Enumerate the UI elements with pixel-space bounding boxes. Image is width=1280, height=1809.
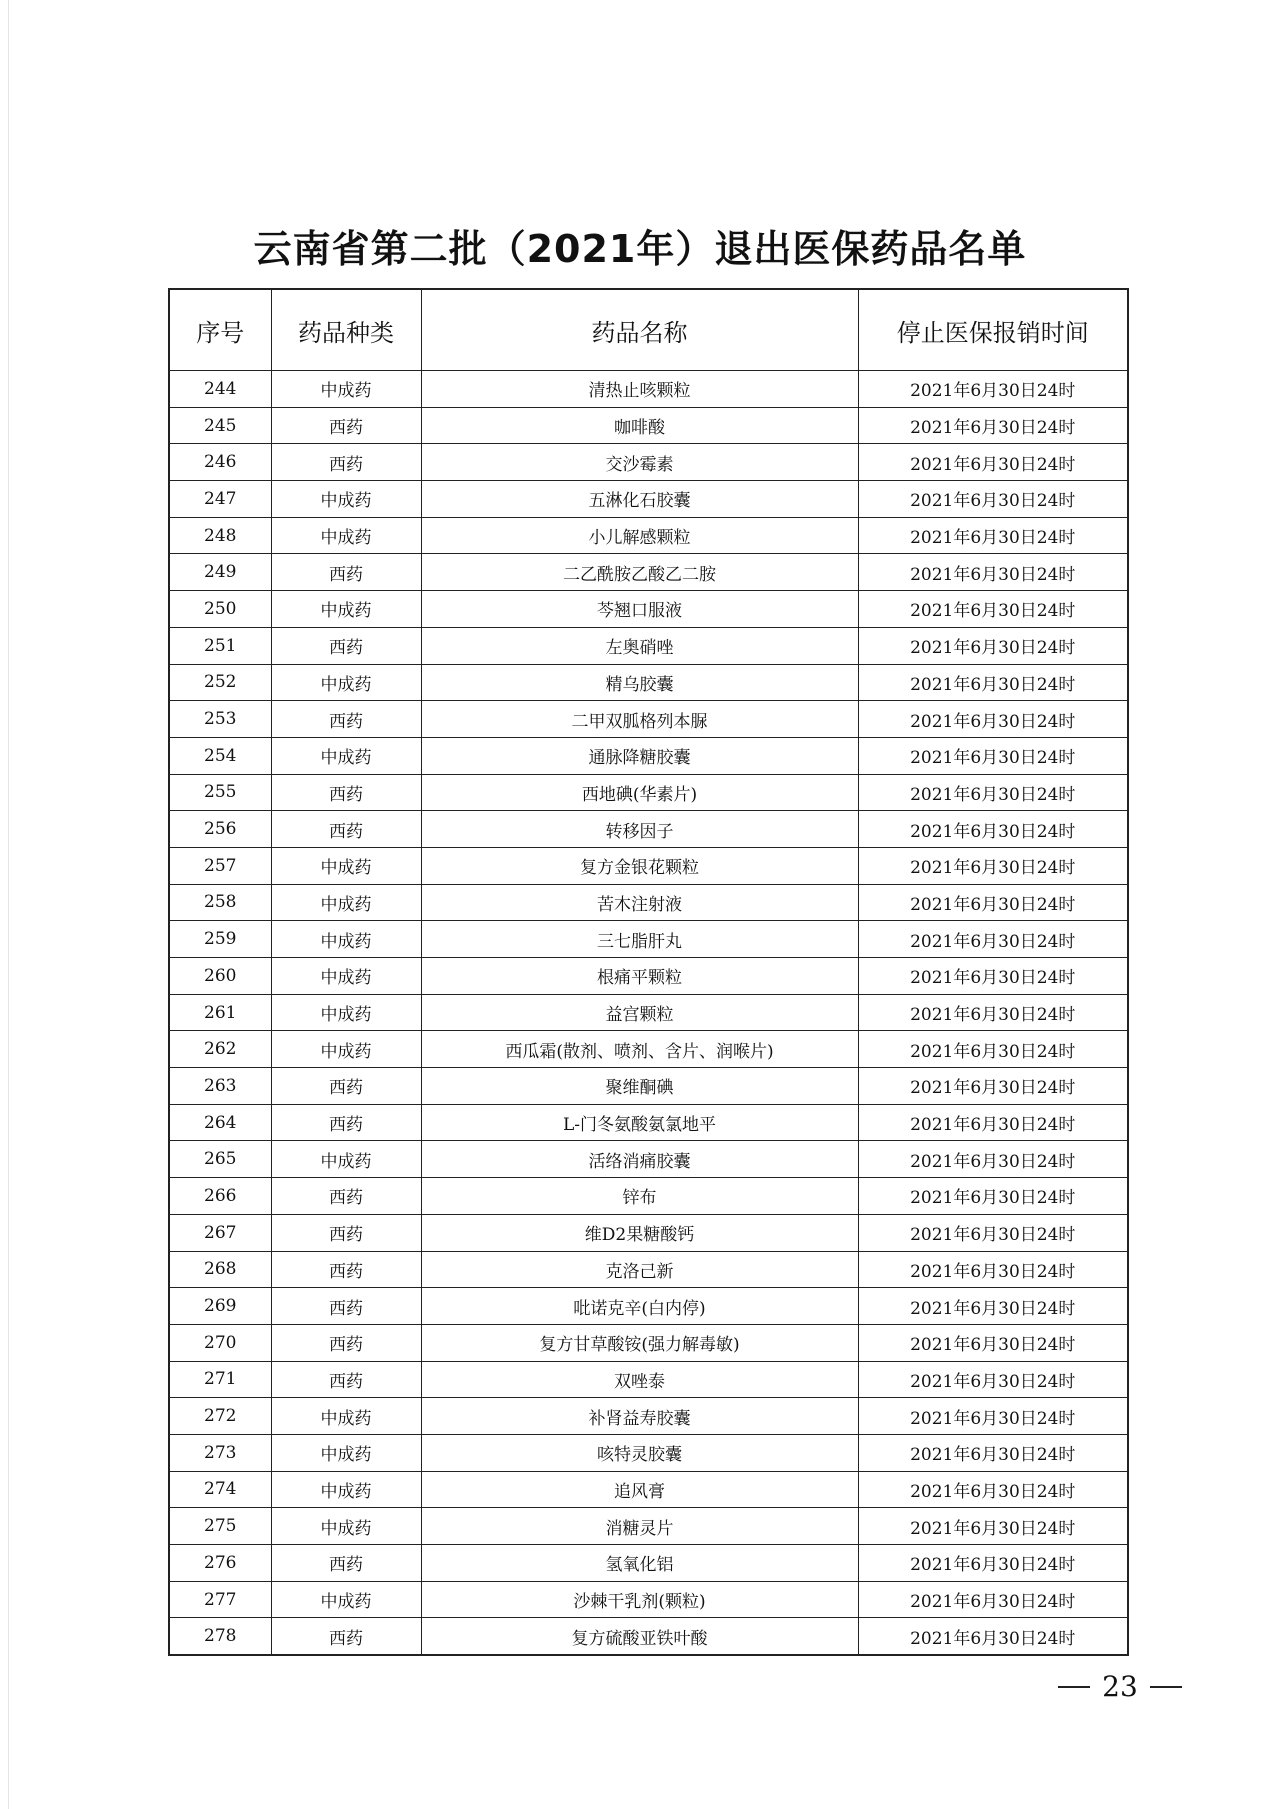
table-row	[169, 1471, 1128, 1508]
page-title: 云南省第二批（2021年）退出医保药品名单	[253, 227, 1027, 271]
table-row	[169, 701, 1128, 738]
cell-stop-time: 2021年6月30日24时	[858, 1104, 1128, 1141]
cell-drug-category: 中成药	[271, 1141, 421, 1178]
cell-drug-name: 清热止咳颗粒	[421, 371, 858, 408]
table-row	[169, 994, 1128, 1031]
cell-stop-time: 2021年6月30日24时	[858, 591, 1128, 628]
cell-stop-time: 2021年6月30日24时	[858, 1508, 1128, 1545]
cell-stop-time: 2021年6月30日24时	[858, 1471, 1128, 1508]
cell-drug-category: 西药	[271, 1545, 421, 1582]
table-row	[169, 371, 1128, 408]
cell-stop-time: 2021年6月30日24时	[858, 1288, 1128, 1325]
cell-stop-time: 2021年6月30日24时	[858, 1361, 1128, 1398]
cell-serial: 265	[169, 1141, 271, 1178]
cell-drug-category: 西药	[271, 554, 421, 591]
cell-drug-name: 追风膏	[421, 1471, 858, 1508]
cell-drug-category: 西药	[271, 444, 421, 481]
drug-table	[168, 288, 1129, 1656]
cell-drug-name: 通脉降糖胶囊	[421, 737, 858, 774]
cell-serial: 254	[169, 737, 271, 774]
cell-drug-category: 中成药	[271, 1471, 421, 1508]
header-drug-category: 药品种类	[271, 289, 421, 371]
cell-drug-name: 益宫颗粒	[421, 994, 858, 1031]
cell-serial: 248	[169, 517, 271, 554]
cell-drug-name: 锌布	[421, 1178, 858, 1215]
cell-drug-name: 咖啡酸	[421, 407, 858, 444]
cell-stop-time: 2021年6月30日24时	[858, 554, 1128, 591]
cell-stop-time: 2021年6月30日24时	[858, 994, 1128, 1031]
table-row	[169, 1324, 1128, 1361]
cell-drug-category: 中成药	[271, 994, 421, 1031]
cell-serial: 276	[169, 1545, 271, 1582]
cell-drug-name: 转移因子	[421, 811, 858, 848]
cell-stop-time: 2021年6月30日24时	[858, 1068, 1128, 1105]
cell-serial: 270	[169, 1324, 271, 1361]
cell-stop-time: 2021年6月30日24时	[858, 1324, 1128, 1361]
cell-stop-time: 2021年6月30日24时	[858, 1618, 1128, 1655]
cell-drug-category: 西药	[271, 811, 421, 848]
cell-drug-name: 小儿解感颗粒	[421, 517, 858, 554]
table-row	[169, 407, 1128, 444]
cell-drug-category: 西药	[271, 1324, 421, 1361]
cell-drug-name: 补肾益寿胶囊	[421, 1398, 858, 1435]
cell-drug-name: 三七脂肝丸	[421, 921, 858, 958]
page-number	[1040, 1670, 1200, 1703]
cell-drug-category: 中成药	[271, 847, 421, 884]
cell-stop-time: 2021年6月30日24时	[858, 884, 1128, 921]
cell-drug-name: 复方金银花颗粒	[421, 847, 858, 884]
cell-stop-time: 2021年6月30日24时	[858, 737, 1128, 774]
cell-drug-category: 中成药	[271, 481, 421, 518]
cell-stop-time: 2021年6月30日24时	[858, 811, 1128, 848]
cell-stop-time: 2021年6月30日24时	[858, 664, 1128, 701]
cell-stop-time: 2021年6月30日24时	[858, 1545, 1128, 1582]
table-row	[169, 627, 1128, 664]
cell-stop-time: 2021年6月30日24时	[858, 958, 1128, 995]
cell-serial: 246	[169, 444, 271, 481]
cell-stop-time: 2021年6月30日24时	[858, 1178, 1128, 1215]
cell-drug-category: 西药	[271, 407, 421, 444]
cell-drug-name: 活络消痛胶囊	[421, 1141, 858, 1178]
table-row	[169, 1434, 1128, 1471]
cell-serial: 261	[169, 994, 271, 1031]
cell-drug-category: 西药	[271, 1251, 421, 1288]
cell-drug-category: 西药	[271, 1178, 421, 1215]
table-row	[169, 554, 1128, 591]
cell-serial: 245	[169, 407, 271, 444]
cell-serial: 272	[169, 1398, 271, 1435]
cell-stop-time: 2021年6月30日24时	[858, 371, 1128, 408]
table-row	[169, 1288, 1128, 1325]
cell-drug-name: 吡诺克辛(白内停)	[421, 1288, 858, 1325]
cell-drug-category: 中成药	[271, 1031, 421, 1068]
cell-serial: 247	[169, 481, 271, 518]
cell-drug-name: 氢氧化铝	[421, 1545, 858, 1582]
cell-stop-time: 2021年6月30日24时	[858, 444, 1128, 481]
table-row	[169, 737, 1128, 774]
table-row	[169, 1545, 1128, 1582]
table-row	[169, 481, 1128, 518]
cell-serial: 244	[169, 371, 271, 408]
cell-drug-category: 中成药	[271, 1508, 421, 1545]
cell-drug-category: 西药	[271, 1618, 421, 1655]
cell-stop-time: 2021年6月30日24时	[858, 1031, 1128, 1068]
cell-serial: 250	[169, 591, 271, 628]
table-row	[169, 1618, 1128, 1655]
table-header-row	[169, 289, 1128, 371]
cell-drug-category: 西药	[271, 1361, 421, 1398]
cell-drug-category: 中成药	[271, 737, 421, 774]
cell-serial: 259	[169, 921, 271, 958]
table-row	[169, 884, 1128, 921]
cell-stop-time: 2021年6月30日24时	[858, 701, 1128, 738]
cell-stop-time: 2021年6月30日24时	[858, 407, 1128, 444]
cell-drug-name: 双唑泰	[421, 1361, 858, 1398]
cell-drug-name: 维D2果糖酸钙	[421, 1214, 858, 1251]
cell-drug-category: 中成药	[271, 1434, 421, 1471]
cell-stop-time: 2021年6月30日24时	[858, 481, 1128, 518]
cell-serial: 249	[169, 554, 271, 591]
cell-serial: 278	[169, 1618, 271, 1655]
cell-drug-category: 中成药	[271, 921, 421, 958]
table-row	[169, 1398, 1128, 1435]
cell-serial: 268	[169, 1251, 271, 1288]
cell-drug-category: 西药	[271, 774, 421, 811]
cell-drug-name: L-门冬氨酸氨氯地平	[421, 1104, 858, 1141]
cell-drug-name: 左奥硝唑	[421, 627, 858, 664]
cell-serial: 269	[169, 1288, 271, 1325]
table-row	[169, 1031, 1128, 1068]
cell-drug-category: 西药	[271, 627, 421, 664]
table-row	[169, 1508, 1128, 1545]
cell-drug-category: 西药	[271, 701, 421, 738]
cell-serial: 274	[169, 1471, 271, 1508]
cell-stop-time: 2021年6月30日24时	[858, 774, 1128, 811]
table-row	[169, 1104, 1128, 1141]
table-row	[169, 1361, 1128, 1398]
cell-stop-time: 2021年6月30日24时	[858, 1214, 1128, 1251]
cell-drug-category: 中成药	[271, 958, 421, 995]
table-row	[169, 774, 1128, 811]
cell-drug-name: 复方甘草酸铵(强力解毒敏)	[421, 1324, 858, 1361]
cell-drug-name: 沙棘干乳剂(颗粒)	[421, 1581, 858, 1618]
table-row	[169, 1178, 1128, 1215]
cell-serial: 266	[169, 1178, 271, 1215]
cell-stop-time: 2021年6月30日24时	[858, 1581, 1128, 1618]
cell-drug-name: 咳特灵胶囊	[421, 1434, 858, 1471]
cell-drug-name: 消糖灵片	[421, 1508, 858, 1545]
cell-drug-category: 中成药	[271, 591, 421, 628]
cell-serial: 271	[169, 1361, 271, 1398]
table-row	[169, 847, 1128, 884]
page-number-dash-left	[1058, 1686, 1090, 1688]
cell-drug-name: 聚维酮碘	[421, 1068, 858, 1105]
cell-serial: 256	[169, 811, 271, 848]
header-stop-time: 停止医保报销时间	[858, 289, 1128, 371]
table-row	[169, 444, 1128, 481]
cell-stop-time: 2021年6月30日24时	[858, 1141, 1128, 1178]
cell-drug-category: 西药	[271, 1214, 421, 1251]
cell-drug-category: 西药	[271, 1288, 421, 1325]
cell-drug-name: 五淋化石胶囊	[421, 481, 858, 518]
cell-drug-category: 西药	[271, 1104, 421, 1141]
table-row	[169, 921, 1128, 958]
cell-serial: 260	[169, 958, 271, 995]
cell-drug-name: 二乙酰胺乙酸乙二胺	[421, 554, 858, 591]
table-row	[169, 1214, 1128, 1251]
cell-drug-name: 芩翘口服液	[421, 591, 858, 628]
cell-drug-name: 复方硫酸亚铁叶酸	[421, 1618, 858, 1655]
cell-drug-name: 根痛平颗粒	[421, 958, 858, 995]
cell-serial: 262	[169, 1031, 271, 1068]
cell-drug-category: 中成药	[271, 517, 421, 554]
cell-stop-time: 2021年6月30日24时	[858, 517, 1128, 554]
cell-stop-time: 2021年6月30日24时	[858, 1398, 1128, 1435]
table-row	[169, 1251, 1128, 1288]
cell-drug-category: 中成药	[271, 884, 421, 921]
cell-serial: 264	[169, 1104, 271, 1141]
cell-stop-time: 2021年6月30日24时	[858, 627, 1128, 664]
cell-serial: 255	[169, 774, 271, 811]
table-row	[169, 1068, 1128, 1105]
table-row	[169, 1581, 1128, 1618]
cell-drug-category: 中成药	[271, 1581, 421, 1618]
cell-serial: 267	[169, 1214, 271, 1251]
cell-serial: 257	[169, 847, 271, 884]
cell-serial: 263	[169, 1068, 271, 1105]
cell-drug-name: 西瓜霜(散剂、喷剂、含片、润喉片)	[421, 1031, 858, 1068]
cell-stop-time: 2021年6月30日24时	[858, 847, 1128, 884]
cell-stop-time: 2021年6月30日24时	[858, 1251, 1128, 1288]
page-number-value: 23	[1102, 1670, 1138, 1703]
cell-serial: 251	[169, 627, 271, 664]
cell-drug-name: 精乌胶囊	[421, 664, 858, 701]
cell-stop-time: 2021年6月30日24时	[858, 1434, 1128, 1471]
cell-drug-category: 西药	[271, 1068, 421, 1105]
cell-serial: 253	[169, 701, 271, 738]
header-serial: 序号	[169, 289, 271, 371]
table-row	[169, 664, 1128, 701]
cell-serial: 275	[169, 1508, 271, 1545]
cell-drug-category: 中成药	[271, 371, 421, 408]
cell-stop-time: 2021年6月30日24时	[858, 921, 1128, 958]
table-row	[169, 811, 1128, 848]
table-row	[169, 958, 1128, 995]
cell-serial: 258	[169, 884, 271, 921]
cell-drug-name: 二甲双胍格列本脲	[421, 701, 858, 738]
cell-serial: 252	[169, 664, 271, 701]
cell-drug-category: 中成药	[271, 1398, 421, 1435]
cell-drug-name: 交沙霉素	[421, 444, 858, 481]
cell-serial: 273	[169, 1434, 271, 1471]
cell-serial: 277	[169, 1581, 271, 1618]
table-row	[169, 517, 1128, 554]
table-row	[169, 1141, 1128, 1178]
page-number-dash-right	[1150, 1686, 1182, 1688]
cell-drug-name: 西地碘(华素片)	[421, 774, 858, 811]
cell-drug-category: 中成药	[271, 664, 421, 701]
header-drug-name: 药品名称	[421, 289, 858, 371]
cell-drug-name: 克洛己新	[421, 1251, 858, 1288]
cell-drug-name: 苦木注射液	[421, 884, 858, 921]
table-row	[169, 591, 1128, 628]
